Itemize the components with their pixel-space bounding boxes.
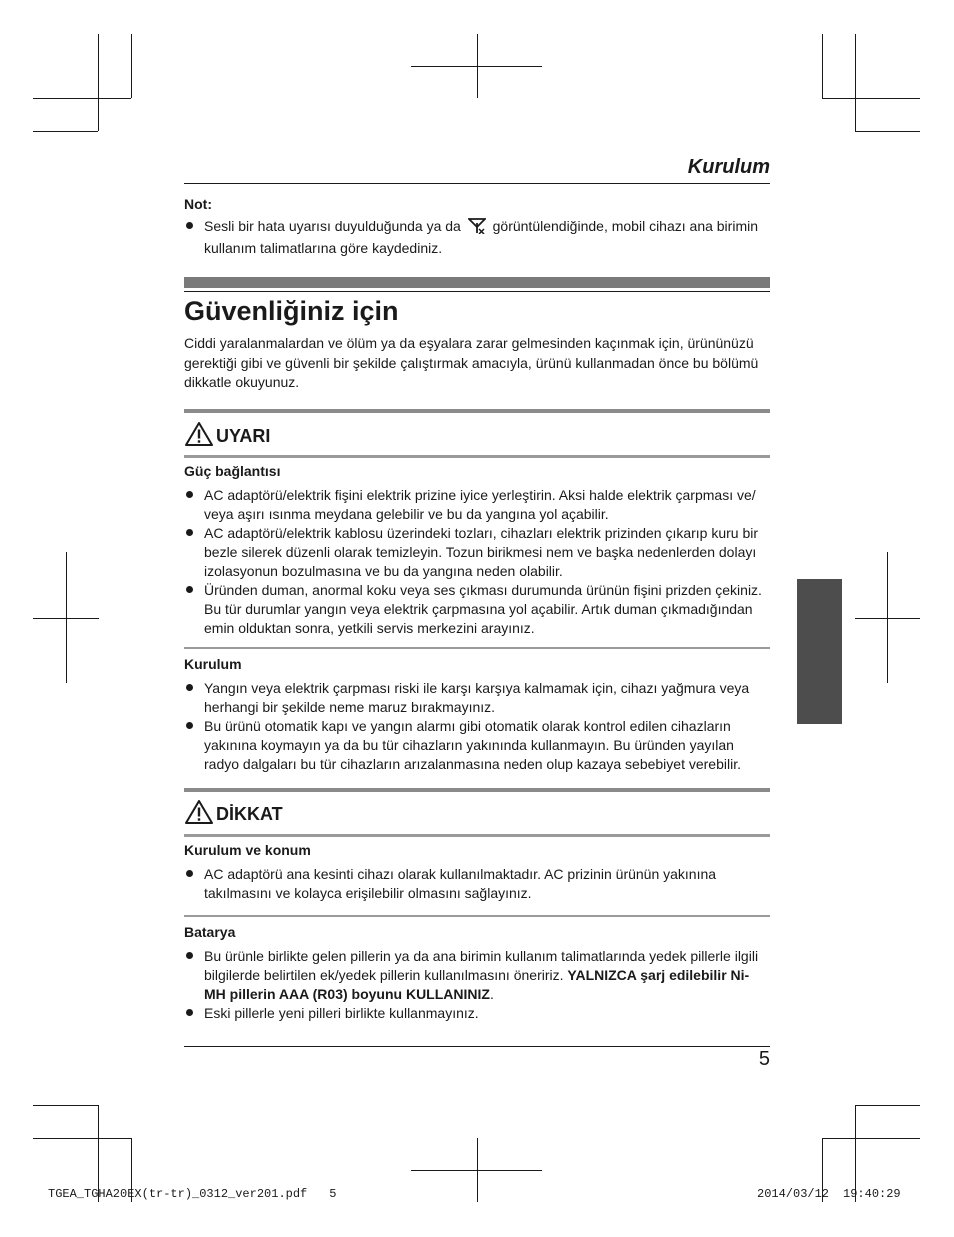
battery-text-end: . <box>489 986 494 1002</box>
print-file-name: TGEA_TGHA20EX(tr-tr)_0312_ver201.pdf <box>48 1187 308 1201</box>
warning-heading <box>184 421 270 452</box>
subsection-rule <box>184 647 770 649</box>
list-item: AC adaptörü/elektrik kablosu üzerindeki tozları, cihazları elektrik prizinden çıkarıp kuru bir bezle silerek düzenli olarak temizleyin. Tozun birikmesi nem ve başka nedenlerden dolayı izolasyonun bozulmasına ve bu da yangına neden olabilir. <box>184 524 770 581</box>
crop-mark <box>855 34 856 131</box>
crop-mark <box>33 98 131 99</box>
crop-mark <box>131 34 132 98</box>
intro-paragraph: Ciddi yaralanmalardan ve ölüm ya da eşyalara zarar gelmesinden kaçınmak için, ürününüzü gerektiği gibi ve güvenli bir şekilde çalıştırmak amacıyla, ürünü kullanmadan önce bu bölümü dikkatle okuyunuz. <box>184 335 759 390</box>
crop-mark <box>822 98 920 99</box>
location-heading: Kurulum ve konum <box>184 842 311 858</box>
section-tab <box>797 579 842 724</box>
crop-mark <box>33 618 99 619</box>
caution-heading <box>184 799 283 830</box>
crop-mark <box>33 1138 131 1139</box>
location-section <box>184 842 770 903</box>
crop-mark <box>33 131 98 132</box>
note-block <box>184 196 770 258</box>
battery-section <box>184 924 770 1023</box>
warning-triangle-icon <box>184 799 214 830</box>
warning-top-rule <box>184 409 770 413</box>
note-item <box>184 217 770 258</box>
signal-antenna-icon <box>468 218 486 239</box>
section-header-title: Kurulum <box>687 156 770 178</box>
battery-text: Bu ürünle birlikte gelen pillerin ya da ana birimin kullanım talimatlarında yedek pillerle ilgili bilgilerde belirtilen ek/yedek pillerin kullanılmasını öneririz. <box>204 948 759 983</box>
list-item: Bu ürünü otomatik kapı ve yangın alarmı gibi otomatik olarak kontrol edilen cihazların yakınına koymayın ya da bu tür cihazların yakınında kullanmayın. Bu üründen yayılan radyo dalgaları bu tür cihazların arızalanmasına neden olup kazaya sebebiyet verebilir. <box>184 717 770 774</box>
install-section <box>184 656 770 774</box>
power-heading: Güç bağlantısı <box>184 463 281 479</box>
crop-mark <box>33 1105 98 1106</box>
section-divider-bar <box>184 277 770 288</box>
subsection-rule <box>184 915 770 917</box>
caution-label: DİKKAT <box>216 804 283 824</box>
battery-heading: Batarya <box>184 924 236 940</box>
print-date: 2014/03/12 <box>757 1187 830 1201</box>
crop-mark <box>822 34 823 98</box>
note-text-after: görüntülendiğinde, mobil cihazı ana birimin kullanım talimatlarına göre kaydediniz. <box>204 218 759 256</box>
list-item: Eski pillerle yeni pilleri birlikte kullanmayınız. <box>184 1004 770 1023</box>
note-text-before: Sesli bir hata uyarısı duyulduğunda ya da <box>204 218 461 234</box>
power-section <box>184 463 770 638</box>
caution-top-rule <box>184 788 770 792</box>
crop-mark <box>411 66 542 67</box>
header-rule <box>184 183 770 184</box>
crop-mark <box>855 131 920 132</box>
section-divider-rule <box>184 291 770 292</box>
print-footer-date <box>757 1187 901 1201</box>
crop-mark <box>98 34 99 131</box>
page-number: 5 <box>758 1048 770 1070</box>
warning-bottom-rule <box>184 455 770 458</box>
battery-bold-text: YALNIZCA şarj edilebilir Ni-MH pillerin AAA (R03) boyunu KULLANINIZ <box>204 967 750 1002</box>
list-item <box>184 947 770 1004</box>
crop-mark <box>855 618 920 619</box>
list-item: AC adaptörü ana kesinti cihazı olarak kullanılmaktadır. AC prizinin ürünün yakınına takılmasını ve kolayca erişilebilir olmasını sağlayınız. <box>184 865 770 903</box>
list-item: Üründen duman, anormal koku veya ses çıkması durumunda ürünün fişini prizden çekiniz. Bu tür durumlar yangın veya elektrik çarpmasına yol açabilir. Artık duman çıkmadığından emin olduktan sonra, yetkili servis merkezini arayınız. <box>184 581 770 638</box>
crop-mark <box>822 1138 920 1139</box>
page-title: Güvenliğiniz için <box>184 296 399 326</box>
warning-label: UYARI <box>216 426 271 446</box>
install-heading: Kurulum <box>184 656 242 672</box>
print-footer-file <box>48 1187 336 1201</box>
caution-bottom-rule <box>184 834 770 837</box>
print-page: 5 <box>329 1187 337 1201</box>
list-item: Yangın veya elektrik çarpması riski ile karşı karşıya kalmamak için, cihazı yağmura veya herhangi bir şekilde neme maruz bırakmayınız. <box>184 679 770 717</box>
footer-rule <box>184 1046 770 1047</box>
note-label: Not: <box>184 196 212 212</box>
list-item: AC adaptörü/elektrik fişini elektrik prizine iyice yerleştirin. Aksi halde elektrik çarpması ve/ veya aşırı ısınma meydana gelebilir ve bu da yangına yol açabilir. <box>184 486 770 524</box>
print-time: 19:40:29 <box>843 1187 901 1201</box>
warning-triangle-icon <box>184 421 214 452</box>
crop-mark <box>855 1105 920 1106</box>
crop-mark <box>411 1170 542 1171</box>
